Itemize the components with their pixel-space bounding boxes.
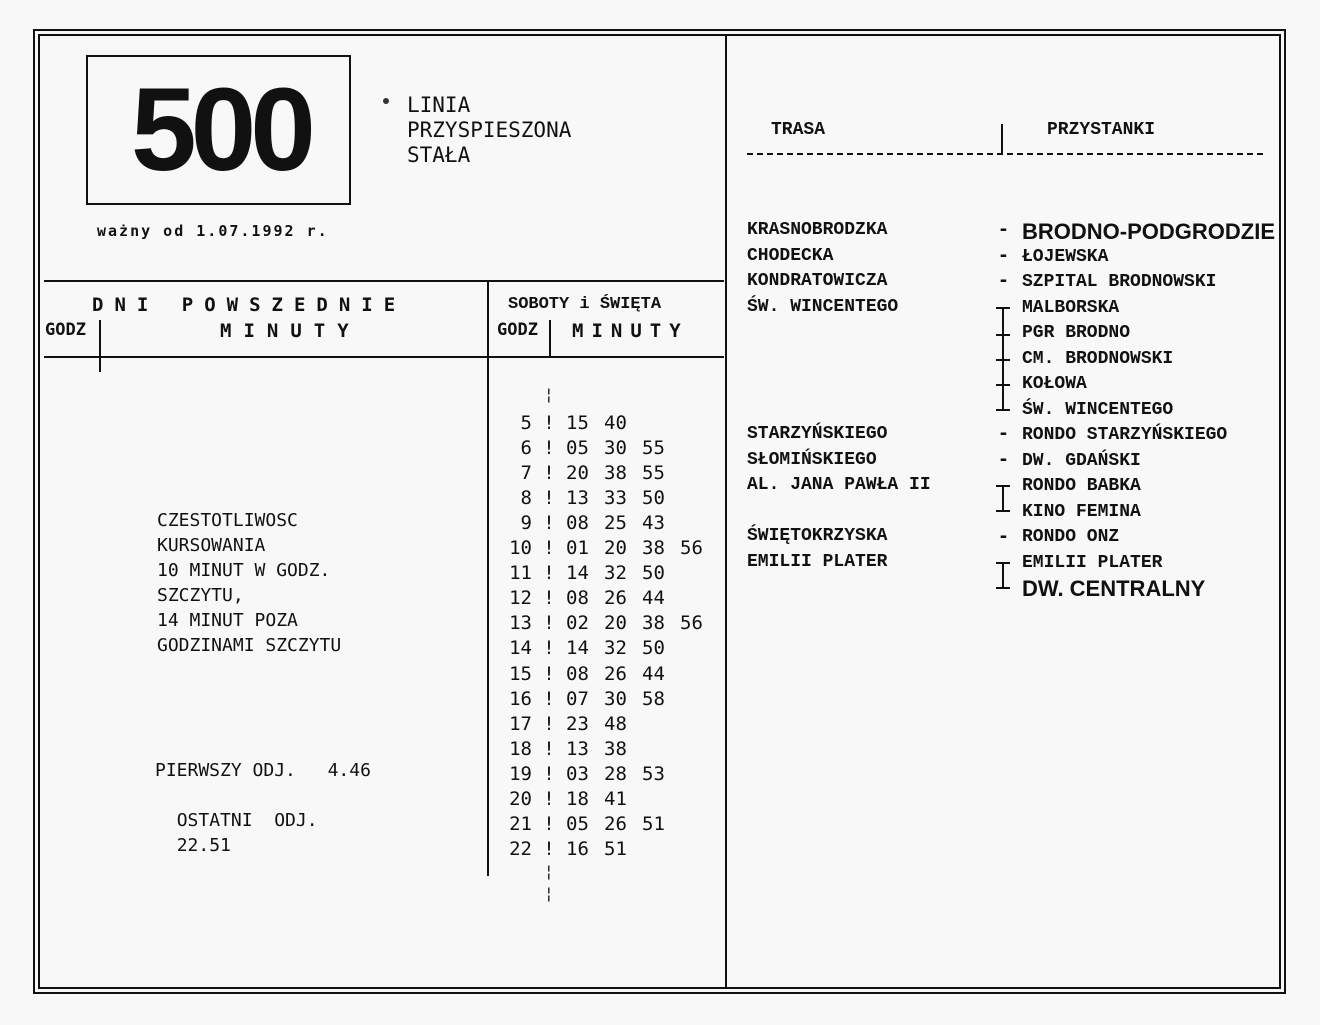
sep-bottom-2: ¦ [544, 884, 554, 903]
stop: DW. CENTRALNY [1022, 576, 1206, 601]
timetable-separator: ! [543, 712, 555, 735]
connector-bar [1002, 562, 1004, 588]
street: STARZYŃSKIEGO [747, 424, 888, 444]
timetable-minute: 58 [642, 687, 665, 710]
timetable-minute: 23 [566, 712, 589, 735]
timetable-hour: 19 [509, 762, 532, 785]
timetable-hour: 12 [509, 587, 532, 610]
timetable-minute: 32 [604, 637, 627, 660]
timetable-hour: 9 [520, 512, 532, 535]
timetable-minute: 41 [604, 787, 627, 810]
timetable-minute: 38 [604, 737, 627, 760]
timetable-minute: 50 [642, 637, 665, 660]
header-divider-bottom [44, 356, 724, 358]
timetable-minute: 38 [604, 462, 627, 485]
street: ŚW. WINCENTEGO [747, 296, 899, 317]
timetable-hour: 15 [509, 662, 532, 685]
stops-header: PRZYSTANKI [1047, 120, 1156, 140]
timetable-row [496, 436, 680, 461]
timetable-row [496, 611, 718, 636]
line-type [407, 93, 571, 168]
route-header: TRASA [771, 120, 826, 140]
timetable-row [496, 662, 680, 687]
street: SŁOMIŃSKIEGO [747, 449, 877, 470]
timetable-minute: 38 [642, 537, 665, 560]
timetable-separator: ! [543, 762, 555, 785]
connector-cap [996, 510, 1010, 512]
line-type-3: STAŁA [407, 143, 471, 167]
timetable-row [496, 687, 680, 712]
timetable-hour: 22 [509, 837, 532, 860]
connector-cap [996, 485, 1010, 487]
route-header-divider [1001, 124, 1003, 154]
timetable-minute: 55 [642, 437, 665, 460]
weekend-title: SOBOTY i ŚWIĘTA [508, 295, 662, 314]
street: KONDRATOWICZA [747, 271, 888, 291]
timetable-hour: 7 [520, 462, 532, 485]
timetable-separator: ! [543, 537, 555, 560]
timetable-minute: 30 [604, 437, 627, 460]
timetable-minute: 50 [642, 487, 665, 510]
last-departure [155, 783, 318, 858]
timetable-minute: 14 [566, 562, 589, 585]
timetable-minute: 43 [642, 512, 665, 535]
timetable-minute: 51 [642, 812, 665, 835]
note-line: SZCZYTU, [157, 585, 244, 606]
timetable-minute: 20 [566, 462, 589, 485]
timetable-hour: 6 [520, 437, 532, 460]
timetable-separator: ! [543, 512, 555, 535]
note-line: 14 MINUT POZA [157, 610, 298, 631]
timetable-row [496, 812, 680, 837]
timetable-minute: 08 [566, 512, 589, 535]
line-number-box [86, 55, 351, 205]
street-list-1 [747, 218, 898, 320]
connector-tick [996, 334, 1010, 336]
timetable-separator: ! [543, 462, 555, 485]
street: KRASNOBRODZKA [747, 220, 888, 240]
connector-bar [1002, 485, 1004, 511]
timetable-hour: 14 [509, 637, 532, 660]
street: CHODECKA [747, 245, 834, 266]
timetable-row [496, 762, 680, 787]
timetable-row [496, 561, 680, 586]
timetable-minute: 40 [604, 412, 627, 434]
timetable-minute: 44 [642, 587, 665, 610]
timetable-minute: 07 [566, 687, 589, 710]
timetable-minute: 01 [566, 537, 589, 560]
first-departure-label: PIERWSZY ODJ. [155, 760, 296, 781]
timetable-minute: 05 [566, 812, 589, 835]
timetable-minute: 38 [642, 612, 665, 635]
timetable-hour: 8 [520, 487, 532, 510]
timetable-minute: 50 [642, 562, 665, 585]
timetable-minute: 56 [680, 612, 703, 635]
timetable-row [496, 511, 680, 536]
timetable-minute: 20 [604, 537, 627, 560]
timetable-row [496, 636, 680, 661]
line-type-2: PRZYSPIESZONA [407, 118, 572, 142]
stop: SZPITAL BRODNOWSKI [1022, 272, 1217, 292]
timetable-minute: 05 [566, 437, 589, 460]
frequency-note [157, 508, 341, 658]
note-line: CZESTOTLIWOSC [157, 510, 298, 531]
timetable-row [496, 787, 642, 812]
weekday-hour-tick [99, 320, 101, 372]
timetable-minute: 32 [604, 562, 627, 585]
connector-tick [996, 359, 1010, 361]
timetable-hour: 20 [509, 787, 532, 810]
timetable-minute: 26 [604, 662, 627, 685]
timetable-hour: 21 [509, 812, 532, 835]
timetable-minute: 03 [566, 762, 589, 785]
timetable-hour: 11 [509, 562, 532, 585]
first-departure [155, 758, 371, 783]
timetable-minute: 30 [604, 687, 627, 710]
connector-cap [996, 562, 1010, 564]
timetable-minute: 53 [642, 762, 665, 785]
timetable-separator: ! [543, 412, 555, 434]
timetable-separator: ! [543, 687, 555, 710]
header-divider-top [44, 280, 724, 282]
timetable-minute: 08 [566, 587, 589, 610]
stop: RONDO STARZYŃSKIEGO [1022, 425, 1228, 445]
route-header-rule [747, 153, 1263, 155]
timetable-minute: 20 [604, 612, 627, 635]
stop: RONDO ONZ [1022, 527, 1120, 547]
weekday-title: DNI POWSZEDNIE [92, 294, 407, 316]
stop: DW. GDAŃSKI [1022, 450, 1141, 471]
stop-dash: - [998, 219, 1009, 240]
timetable-minute: 26 [604, 587, 627, 610]
timetable-row [496, 586, 680, 611]
line-number: 500 [131, 64, 310, 196]
timetable-minute: 08 [566, 662, 589, 685]
street: ŚWIĘTOKRZYSKA [747, 526, 888, 546]
timetable-hour: 13 [509, 612, 532, 635]
timetable-row [496, 461, 680, 486]
stop: ŚW. WINCENTEGO [1022, 399, 1174, 420]
stop-dash: - [998, 449, 1009, 470]
timetable-row [496, 486, 680, 511]
timetable-separator: ! [543, 562, 555, 585]
timetable-minute: 25 [604, 512, 627, 535]
stop-dash: - [998, 245, 1009, 266]
weekday-hour-label: GODZ [45, 320, 86, 340]
timetable-minute: 18 [566, 787, 589, 810]
street-list-2 [747, 422, 931, 499]
timetable-separator: ! [543, 812, 555, 835]
bullet-dot [383, 98, 389, 104]
timetable-row [496, 536, 718, 561]
timetable-separator: ! [543, 587, 555, 610]
timetable-row [496, 737, 642, 762]
weekday-minutes-label: MINUTY [220, 320, 361, 342]
connector-cap [996, 409, 1010, 411]
last-departure-time: 22.51 [176, 835, 231, 856]
stop-dash: - [998, 270, 1009, 291]
street: EMILII PLATER [747, 551, 888, 572]
timetable-minute: 48 [604, 712, 627, 735]
last-departure-label: OSTATNI ODJ. [176, 810, 318, 831]
timetable-hour: 18 [509, 737, 532, 760]
timetable-minute: 28 [604, 762, 627, 785]
stop: CM. BRODNOWSKI [1022, 348, 1174, 369]
timetable-minute: 13 [566, 487, 589, 510]
stop: ŁOJEWSKA [1022, 246, 1109, 267]
timetable-separator: ! [543, 437, 555, 460]
timetable-minute: 14 [566, 637, 589, 660]
connector-tick [996, 384, 1010, 386]
timetable-separator: ! [543, 737, 555, 760]
line-type-1: LINIA [407, 93, 471, 117]
weekend-hour-tick [549, 320, 551, 358]
stop: BRODNO-PODGRODZIE [1022, 219, 1275, 244]
timetable-row [496, 411, 642, 436]
stop: KINO FEMINA [1022, 501, 1141, 522]
weekday-weekend-divider [487, 282, 489, 876]
stop: PGR BRODNO [1022, 323, 1131, 343]
street: AL. JANA PAWŁA II [747, 475, 931, 495]
timetable-minute: 02 [566, 612, 589, 635]
timetable-separator: ! [543, 487, 555, 510]
stop: EMILII PLATER [1022, 552, 1163, 573]
timetable-minute: 56 [680, 537, 703, 560]
main-divider [725, 34, 727, 989]
stop-list [1022, 219, 1275, 602]
weekend-minutes-label: MINUTY [572, 320, 689, 342]
timetable-hour: 17 [509, 712, 532, 735]
connector-cap [996, 307, 1010, 309]
note-line: GODZINAMI SZCZYTU [157, 635, 342, 656]
timetable-minute: 26 [604, 812, 627, 835]
timetable-minute: 15 [566, 412, 589, 434]
note-line: 10 MINUT W GODZ. [157, 560, 331, 581]
timetable-minute: 16 [566, 837, 589, 860]
timetable-row [496, 712, 642, 737]
timetable-separator: ! [543, 837, 555, 860]
note-line: KURSOWANIA [157, 535, 266, 556]
timetable-hour: 16 [509, 687, 532, 710]
stop: RONDO BABKA [1022, 476, 1141, 496]
sep-bottom-1: ¦ [544, 862, 554, 881]
timetable-hour: 5 [520, 412, 532, 434]
timetable-minute: 44 [642, 662, 665, 685]
sep-top: ¦ [544, 385, 554, 404]
connector-cap [996, 587, 1010, 589]
timetable-separator: ! [543, 662, 555, 685]
weekend-hour-label: GODZ [497, 320, 538, 340]
timetable-hour: 10 [509, 537, 532, 560]
stop-dash: - [998, 526, 1009, 547]
stop-dash: - [998, 423, 1009, 444]
timetable-minute: 13 [566, 737, 589, 760]
timetable-separator: ! [543, 612, 555, 635]
timetable-minute: 51 [604, 837, 627, 860]
first-departure-time: 4.46 [327, 760, 371, 781]
street-list-3 [747, 524, 887, 575]
valid-from: ważny od 1.07.1992 r. [97, 222, 329, 240]
timetable-minute: 33 [604, 487, 627, 510]
timetable-separator: ! [543, 637, 555, 660]
timetable-separator: ! [543, 787, 555, 810]
stop: MALBORSKA [1022, 297, 1120, 318]
stop: KOŁOWA [1022, 374, 1087, 394]
timetable-row [496, 837, 642, 862]
timetable-minute: 55 [642, 462, 665, 485]
